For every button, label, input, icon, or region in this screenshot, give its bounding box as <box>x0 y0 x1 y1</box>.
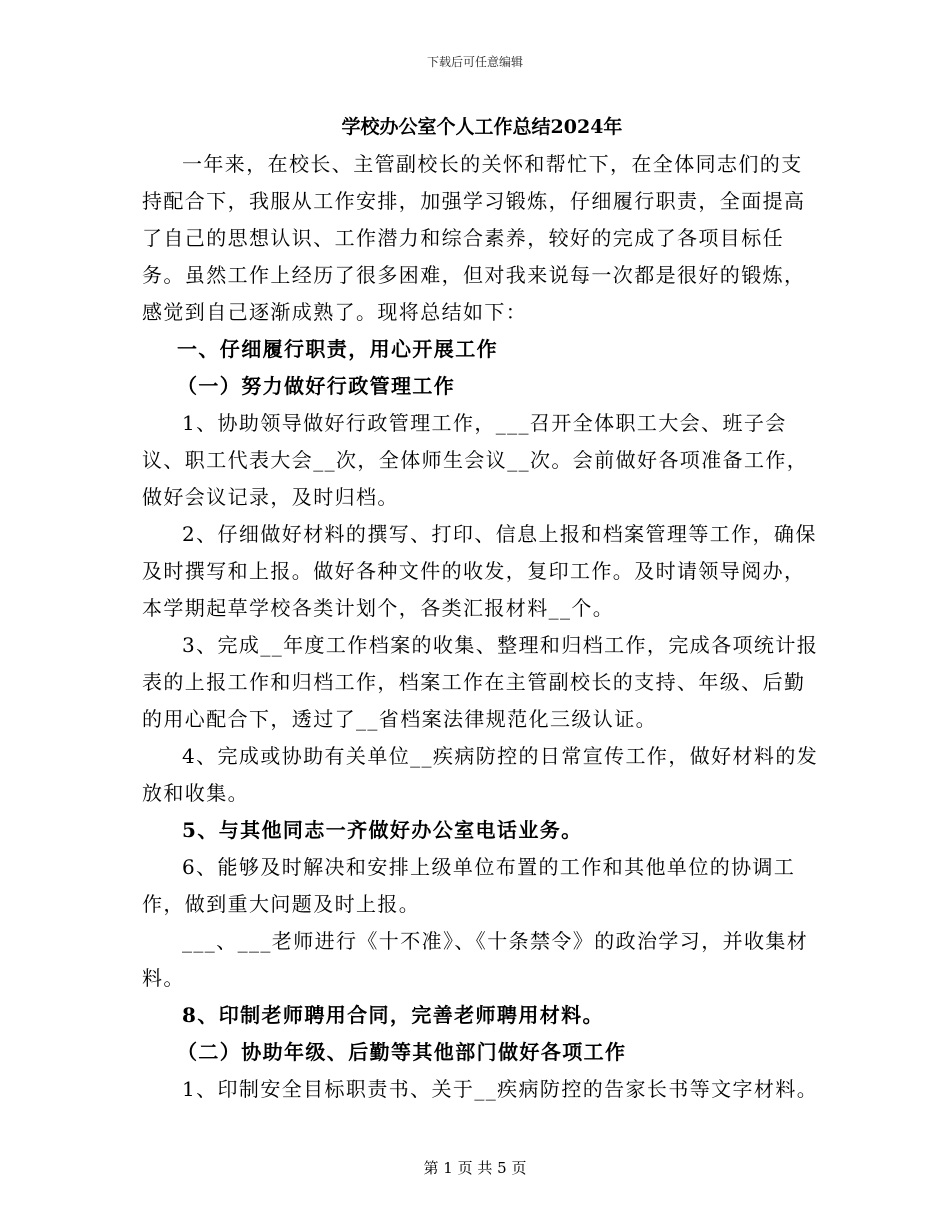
page-footer: 第 1 页 共 5 页 <box>423 1159 527 1177</box>
page-header: 下载后可任意编辑 <box>426 55 523 69</box>
list-item: 1、协助领导做好行政管理工作，___召开全体职工大会、班子会议、职工代表大会__次，全体师生会议__次。会前做好各项准备工作，做好会议记录，及时归档。 <box>142 411 809 509</box>
intro-paragraph: 一年来，在校长、主管副校长的关怀和帮忙下，在全体同志们的支持配合下，我服从工作安排，加强学习锻炼，仔细履行职责，全面提高了自己的思想认识、工作潜力和综合素养，较好的完成了各项目标任务。虽然工作上经历了很多困难，但对我来说每一次都是很好的锻炼，感觉到自己逐渐成熟了。现将总结如下： <box>142 152 806 324</box>
subsection-heading-2: （二）协助年级、后勤等其他部门做好各项工作 <box>177 1040 627 1064</box>
list-item: 2、仔细做好材料的撰写、打印、信息上报和档案管理等工作，确保及时撰写和上报。做好各种文件的收发，复印工作。及时请领导阅办，本学期起草学校各类计划个，各类汇报材料__个。 <box>142 522 817 620</box>
list-item: ___、___老师进行《十不准》、《十条禁令》的政治学习，并收集材料。 <box>142 929 809 990</box>
list-item: 6、能够及时解决和安排上级单位布置的工作和其他单位的协调工作，做到重大问题及时上报。 <box>142 855 796 916</box>
list-item-bold: 8、印制老师聘用合同，完善老师聘用材料。 <box>182 1003 604 1027</box>
subsection-heading-1: （一）努力做好行政管理工作 <box>177 374 456 398</box>
document-title: 学校办公室个人工作总结2024年 <box>341 116 623 138</box>
list-item: 3、完成__年度工作档案的收集、整理和归档工作，完成各项统计报表的上报工作和归档工作，档案工作在主管副校长的支持、年级、后勤的用心配合下，透过了__省档案法律规范化三级认证。 <box>142 633 819 731</box>
document-body <box>142 113 822 1108</box>
list-item: 1、印制安全目标职责书、关于__疾病防控的告家长书等文字材料。 <box>182 1077 819 1101</box>
section-heading-1: 一、仔细履行职责，用心开展工作 <box>177 337 498 361</box>
list-item: 4、完成或协助有关单位__疾病防控的日常宣传工作，做好材料的发放和收集。 <box>142 744 819 805</box>
list-item-bold: 5、与其他同志一齐做好办公室电话业务。 <box>182 818 583 842</box>
